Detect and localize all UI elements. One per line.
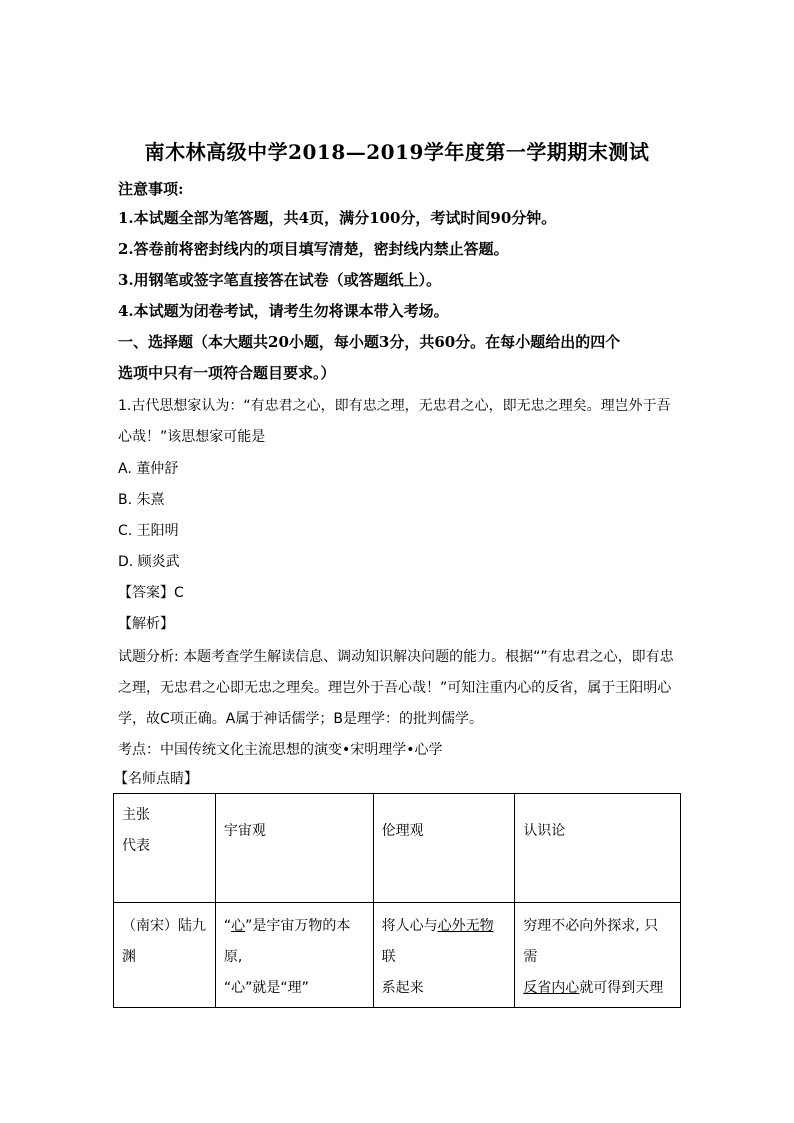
row-epistemology-line-2 bbox=[523, 973, 672, 1004]
notice-item-1: 1.本试题全部为笔答题，共4页，满分100分，考试时间90分钟。 bbox=[118, 209, 557, 227]
option-a: A. 董仲舒 bbox=[118, 461, 179, 477]
comparison-table bbox=[113, 793, 681, 1008]
analysis-line-4: 考点：中国传统文化主流思想的演变•宋明理学•心学 bbox=[118, 742, 443, 758]
section-heading-line-2: 选项中只有一项符合题目要求。） bbox=[118, 364, 336, 382]
row-epistemology-line-1: 穷理不必向外探求, 只需 bbox=[523, 918, 659, 965]
question-stem-line-1: 1.古代思想家认为：“有忠君之心，即有忠之理，无忠君之心，即无忠之理矣。理岂外于吾 bbox=[118, 398, 671, 414]
table-cell bbox=[373, 903, 515, 1008]
analysis-line-2: 之理，无忠君之心即无忠之理矣。理岂外于吾心哉！”可知注重内心的反省，属于王阳明心 bbox=[118, 680, 672, 696]
notice-item-3: 3.用钢笔或签字笔直接答在试卷（或答题纸上）。 bbox=[118, 271, 442, 289]
answer-line bbox=[118, 582, 184, 602]
underlined-term: 心外无物 bbox=[437, 918, 494, 934]
table-cell bbox=[215, 903, 373, 1008]
option-c: C. 王阳明 bbox=[118, 523, 179, 539]
text-fragment: “ bbox=[223, 918, 232, 934]
row-cosmology-line-1 bbox=[224, 911, 365, 973]
row-representative-line-1: （南宋）陆九 bbox=[122, 918, 206, 934]
row-representative-line-2: 渊 bbox=[122, 949, 136, 965]
analysis-line-1: 试题分析: 本题考查学生解读信息、调动知识解决问题的能力。根据“”有忠君之心，即有忠 bbox=[118, 649, 674, 665]
row-cosmology-line-2: “心”就是“理” bbox=[223, 980, 309, 996]
table-cell bbox=[114, 903, 216, 1008]
analysis-label: 【解析】 bbox=[118, 616, 174, 632]
table-cell bbox=[515, 903, 681, 1008]
header-epistemology: 认识论 bbox=[523, 823, 566, 839]
option-d: D. 顾炎武 bbox=[118, 554, 180, 570]
notice-heading: 注意事项: bbox=[118, 180, 184, 198]
notice-item-4: 4.本试题为闭卷考试，请考生勿将课本带入考场。 bbox=[118, 302, 449, 320]
tip-label: 【名师点睛】 bbox=[114, 771, 198, 787]
row-ethics-line-2: 系起来 bbox=[381, 980, 424, 996]
table-row bbox=[114, 903, 681, 1008]
text-fragment: 将人心与 bbox=[381, 918, 438, 934]
text-fragment: 联 bbox=[381, 949, 396, 965]
table-cell bbox=[515, 794, 681, 903]
header-cosmology: 宇宙观 bbox=[223, 823, 266, 839]
question-stem-line-2: 心哉！”该思想家可能是 bbox=[118, 429, 266, 445]
underlined-term: 心 bbox=[231, 918, 246, 934]
section-heading-line-1: 一、选择题（本大题共20小题，每小题3分，共60分。在每小题给出的四个 bbox=[118, 333, 621, 351]
header-ethics: 伦理观 bbox=[381, 823, 424, 839]
underlined-term: 反省内心 bbox=[523, 980, 580, 996]
answer-label: 【答案】 bbox=[118, 585, 174, 601]
analysis-line-3: 学，故C项正确。A属于神话儒学；B是理学：的批判儒学。 bbox=[118, 711, 483, 727]
text-fragment: ”是宇宙万物的本原, bbox=[223, 918, 351, 965]
table-cell bbox=[373, 794, 515, 903]
page-title: 南木林高级中学2018—2019学年度第一学期期末测试 bbox=[144, 140, 650, 164]
row-ethics-line-1 bbox=[382, 911, 507, 973]
header-representative: 代表 bbox=[122, 838, 150, 854]
header-claim: 主张 bbox=[122, 807, 150, 823]
option-b: B. 朱熹 bbox=[118, 492, 165, 508]
answer-value: C bbox=[174, 585, 184, 601]
table-cell bbox=[215, 794, 373, 903]
notice-item-2: 2.答卷前将密封线内的项目填写清楚，密封线内禁止答题。 bbox=[118, 240, 509, 258]
table-cell bbox=[114, 794, 216, 903]
text-fragment: 就可得到天理 bbox=[579, 980, 664, 996]
table-header-row bbox=[114, 794, 681, 903]
